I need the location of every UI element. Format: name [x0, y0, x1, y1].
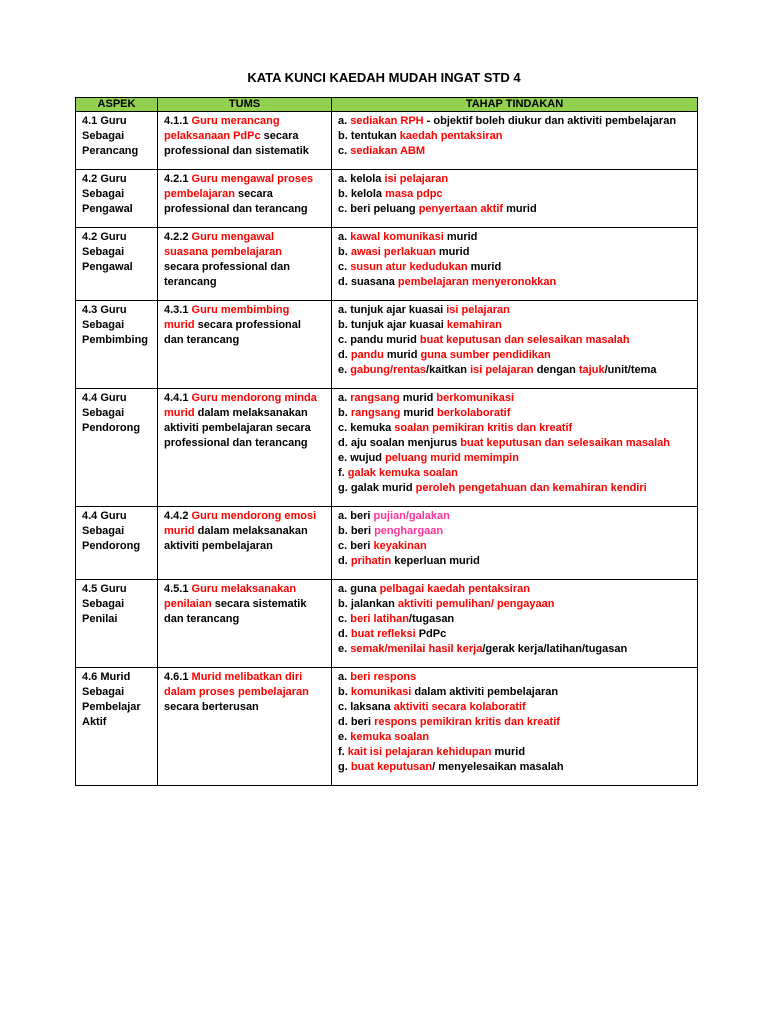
keyword: pembelajaran: [164, 188, 235, 200]
tums-line: 4.2.1 Guru mengawal proses: [164, 173, 314, 185]
tindakan-line: a. sediakan RPH - objektif boleh diukur dan aktiviti pembelajaran: [338, 115, 677, 127]
aspek-line: Sebagai: [82, 130, 125, 142]
tindakan-line: d. beri respons pemikiran kritis dan kreatif: [338, 716, 560, 728]
table-row: [76, 668, 698, 786]
keyword: Guru mengawal proses: [191, 173, 314, 185]
tums-line: 4.3.1 Guru membimbing: [164, 304, 290, 316]
tindakan-line: a. rangsang murid berkomunikasi: [338, 392, 515, 404]
keyword: awasi perlakuan: [350, 246, 436, 258]
tindakan-line: d. pandu murid guna sumber pendidikan: [338, 349, 551, 361]
tindakan-line: d. buat refleksi PdPc: [338, 628, 447, 640]
keyword: Guru melaksanakan: [191, 583, 297, 595]
keyword: berkomunikasi: [436, 392, 515, 404]
tums-line: professional dan terancang: [164, 437, 308, 449]
table-body: [76, 112, 698, 786]
tindakan-line: d. prihatin keperluan murid: [338, 555, 480, 567]
aspek-cell: [76, 112, 158, 170]
tindakan-line: c. beri latihan/tugasan: [338, 613, 455, 625]
aspek-line: Penilai: [82, 613, 118, 625]
aspek-line: Pengawal: [82, 203, 133, 215]
aspek-line: Pendorong: [82, 540, 141, 552]
tums-line: 4.2.2 Guru mengawal: [164, 231, 275, 243]
aspek-cell: [76, 170, 158, 228]
keyword: isi pelajaran: [384, 173, 449, 185]
tindakan-line: e. kemuka soalan: [338, 731, 430, 743]
tums-line: murid dalam melaksanakan: [164, 407, 308, 419]
tindakan-line: a. beri pujian/galakan: [338, 510, 450, 522]
keyword: sediakan RPH: [350, 115, 424, 127]
tums-line: [164, 685, 325, 700]
keyword: komunikasi: [350, 686, 412, 698]
keyword: beri latihan: [350, 613, 409, 625]
keyword: Guru mengawal: [191, 231, 275, 243]
tindakan-line: g. buat keputusan/ menyelesaikan masalah: [338, 761, 564, 773]
keyword: buat refleksi: [350, 628, 416, 640]
table-header-row: [76, 98, 698, 112]
aspek-line: Pembimbing: [82, 334, 149, 346]
tums-line: professional dan terancang: [164, 203, 308, 215]
aspek-line: Sebagai: [82, 686, 125, 698]
tums-line: professional dan sistematik: [164, 145, 309, 157]
keyword: penilaian: [164, 598, 212, 610]
tindakan-line: d. aju soalan menjurus buat keputusan dan selesaikan masalah: [338, 437, 670, 449]
keyword: buat keputusan dan selesaikan masalah: [419, 334, 630, 346]
tindakan-line: b. tentukan kaedah pentaksiran: [338, 130, 503, 142]
keyword: kawal komunikasi: [350, 231, 444, 243]
keyword: buat keputusan: [350, 761, 433, 773]
keyword: Guru membimbing: [191, 304, 290, 316]
table-row: [76, 170, 698, 228]
keyword: kaedah pentaksiran: [399, 130, 503, 142]
aspek-line: 4.4 Guru: [82, 392, 127, 404]
keyword: guna sumber pendidikan: [420, 349, 551, 361]
aspek-line: Pengawal: [82, 261, 133, 273]
tindakan-line: e. wujud peluang murid memimpin: [338, 452, 519, 464]
page-title: KATA KUNCI KAEDAH MUDAH INGAT STD 4: [247, 70, 521, 85]
tums-line: murid dalam melaksanakan: [164, 525, 308, 537]
keyword: rangsang: [350, 392, 400, 404]
header-aspek: ASPEK: [76, 98, 158, 112]
aspek-line: Sebagai: [82, 188, 125, 200]
keyword: kemahiran: [446, 319, 502, 331]
keyword: isi pelajaran: [446, 304, 510, 316]
tums-cell: [158, 228, 332, 301]
keyword: kait isi pelajaran kehidupan: [347, 746, 492, 758]
tindakan-line: b. beri penghargaan: [338, 525, 444, 537]
keyword: beri respons: [350, 671, 417, 683]
keyword: suasana pembelajaran: [164, 246, 283, 258]
keyword: prihatin: [350, 555, 392, 567]
tums-line: pembelajaran secara: [164, 188, 273, 200]
keyword: murid: [164, 525, 195, 537]
tindakan-cell: [332, 170, 698, 228]
tums-line: 4.4.2 Guru mendorong emosi: [164, 510, 317, 522]
table-row: [76, 301, 698, 389]
keyword: Guru mendorong emosi: [191, 510, 317, 522]
tums-cell: [158, 668, 332, 786]
aspek-cell: [76, 389, 158, 507]
tindakan-line: e. semak/menilai hasil kerja/gerak kerja/latihan/tugasan: [338, 643, 628, 655]
keyword: kemuka soalan: [350, 731, 430, 743]
tindakan-line: c. beri keyakinan: [338, 540, 427, 552]
tums-line: 4.4.1 Guru mendorong minda: [164, 392, 317, 404]
keyword: tajuk: [578, 364, 605, 376]
tindakan-cell: [332, 668, 698, 786]
aspek-line: Pendorong: [82, 422, 141, 434]
keyword: pandu: [350, 349, 384, 361]
tindakan-line: f. galak kemuka soalan: [338, 467, 458, 479]
tums-line: secara professional dan: [164, 261, 290, 273]
tindakan-line: c. pandu murid buat keputusan dan selesaikan masalah: [338, 334, 630, 346]
tums-cell: [158, 170, 332, 228]
aspek-line: Aktif: [82, 716, 107, 728]
tindakan-line: b. kelola masa pdpc: [338, 188, 443, 200]
tindakan-line: d. suasana pembelajaran menyeronokkan: [338, 276, 557, 288]
keyword: peroleh pengetahuan dan kemahiran kendiri: [415, 482, 647, 494]
keyword: murid: [164, 407, 195, 419]
header-tahap-tindakan: TAHAP TINDAKAN: [332, 98, 698, 112]
kata-kunci-table: [75, 97, 698, 786]
tums-line: penilaian secara sistematik: [164, 598, 307, 610]
tindakan-line: c. beri peluang penyertaan aktif murid: [338, 203, 537, 215]
tindakan-line: c. susun atur kedudukan murid: [338, 261, 502, 273]
table-row: [76, 389, 698, 507]
tindakan-line: b. rangsang murid berkolaboratif: [338, 407, 511, 419]
tums-line: terancang: [164, 276, 217, 288]
keyword: berkolaboratif: [437, 407, 511, 419]
keyword: respons pemikiran kritis dan kreatif: [374, 716, 560, 728]
tums-line: [164, 245, 325, 260]
tindakan-line: a. kawal komunikasi murid: [338, 231, 478, 243]
aspek-cell: [76, 580, 158, 668]
tums-line: pelaksanaan PdPc secara: [164, 130, 299, 142]
header-tums: TUMS: [158, 98, 332, 112]
tums-cell: [158, 389, 332, 507]
tindakan-line: c. laksana aktiviti secara kolaboratif: [338, 701, 526, 713]
keyword: aktiviti pemulihan/ pengayaan: [397, 598, 555, 610]
keyword: susun atur kedudukan: [350, 261, 468, 273]
aspek-line: 4.2 Guru: [82, 231, 127, 243]
aspek-cell: [76, 507, 158, 580]
keyword: buat keputusan dan selesaikan masalah: [460, 437, 670, 449]
tums-cell: [158, 301, 332, 389]
tindakan-line: a. guna pelbagai kaedah pentaksiran: [338, 583, 530, 595]
tindakan-cell: [332, 228, 698, 301]
tindakan-cell: [332, 580, 698, 668]
aspek-line: Perancang: [82, 145, 139, 157]
aspek-line: Sebagai: [82, 319, 125, 331]
keyword: galak kemuka soalan: [347, 467, 458, 479]
tums-cell: [158, 112, 332, 170]
tums-line: aktiviti pembelajaran secara: [164, 422, 311, 434]
keyword: sediakan ABM: [350, 145, 426, 157]
keyword: pelbagai kaedah pentaksiran: [379, 583, 530, 595]
keyword: rangsang: [350, 407, 401, 419]
tums-cell: [158, 507, 332, 580]
keyword: Murid melibatkan diri: [191, 671, 303, 683]
aspek-line: 4.1 Guru: [82, 115, 127, 127]
tindakan-cell: [332, 507, 698, 580]
aspek-line: 4.6 Murid: [82, 671, 131, 683]
table-row: [76, 112, 698, 170]
aspek-line: 4.2 Guru: [82, 173, 127, 185]
tindakan-line: e. gabung/rentas/kaitkan isi pelajaran dengan tajuk/unit/tema: [338, 364, 657, 376]
table-row: [76, 228, 698, 301]
tums-line: 4.6.1 Murid melibatkan diri: [164, 671, 303, 683]
aspek-line: 4.4 Guru: [82, 510, 127, 522]
tums-line: 4.1.1 Guru merancang: [164, 115, 280, 127]
keyword: dalam proses pembelajaran: [164, 686, 309, 698]
tindakan-line: a. beri respons: [338, 671, 417, 683]
keyword: pelaksanaan PdPc: [164, 130, 261, 142]
tindakan-line: f. kait isi pelajaran kehidupan murid: [338, 746, 526, 758]
tums-cell: [158, 580, 332, 668]
tindakan-line: c. kemuka soalan pemikiran kritis dan kreatif: [338, 422, 573, 434]
tindakan-line: a. kelola isi pelajaran: [338, 173, 449, 185]
keyword: masa pdpc: [385, 188, 443, 200]
tums-line: murid secara professional: [164, 319, 301, 331]
aspek-line: 4.5 Guru: [82, 583, 127, 595]
keyword: pujian/galakan: [373, 510, 450, 522]
tums-line: 4.5.1 Guru melaksanakan: [164, 583, 297, 595]
aspek-cell: [76, 228, 158, 301]
aspek-cell: [76, 668, 158, 786]
aspek-cell: [76, 301, 158, 389]
tindakan-cell: [332, 112, 698, 170]
tindakan-line: a. tunjuk ajar kuasai isi pelajaran: [338, 304, 510, 316]
keyword: pembelajaran menyeronokkan: [397, 276, 557, 288]
tums-line: dan terancang: [164, 613, 240, 625]
table-row: [76, 507, 698, 580]
table-row: [76, 580, 698, 668]
aspek-line: Sebagai: [82, 598, 125, 610]
keyword: gabung/rentas: [350, 364, 427, 376]
tindakan-line: b. jalankan aktiviti pemulihan/ pengayaan: [338, 598, 555, 610]
keyword: penyertaan aktif: [418, 203, 504, 215]
keyword: Guru merancang: [191, 115, 280, 127]
aspek-line: Pembelajar: [82, 701, 141, 713]
keyword: semak/menilai hasil kerja: [350, 643, 483, 655]
keyword: Guru mendorong minda: [191, 392, 317, 404]
tindakan-cell: [332, 389, 698, 507]
tindakan-line: b. komunikasi dalam aktiviti pembelajaran: [338, 686, 559, 698]
keyword: peluang murid memimpin: [385, 452, 519, 464]
keyword: murid: [164, 319, 195, 331]
aspek-line: Sebagai: [82, 246, 125, 258]
tindakan-cell: [332, 301, 698, 389]
tindakan-line: b. tunjuk ajar kuasai kemahiran: [338, 319, 502, 331]
aspek-line: Sebagai: [82, 407, 125, 419]
aspek-line: Sebagai: [82, 525, 125, 537]
keyword: aktiviti secara kolaboratif: [393, 701, 526, 713]
tums-line: secara berterusan: [164, 701, 259, 713]
keyword: soalan pemikiran kritis dan kreatif: [394, 422, 573, 434]
aspek-line: 4.3 Guru: [82, 304, 127, 316]
keyword: keyakinan: [373, 540, 427, 552]
tindakan-line: b. awasi perlakuan murid: [338, 246, 470, 258]
tindakan-line: c. sediakan ABM: [338, 145, 426, 157]
tums-line: aktiviti pembelajaran: [164, 540, 273, 552]
tindakan-line: g. galak murid peroleh pengetahuan dan kemahiran kendiri: [338, 482, 647, 494]
tums-line: dan terancang: [164, 334, 240, 346]
keyword: isi pelajaran: [470, 364, 534, 376]
keyword: penghargaan: [374, 525, 444, 537]
